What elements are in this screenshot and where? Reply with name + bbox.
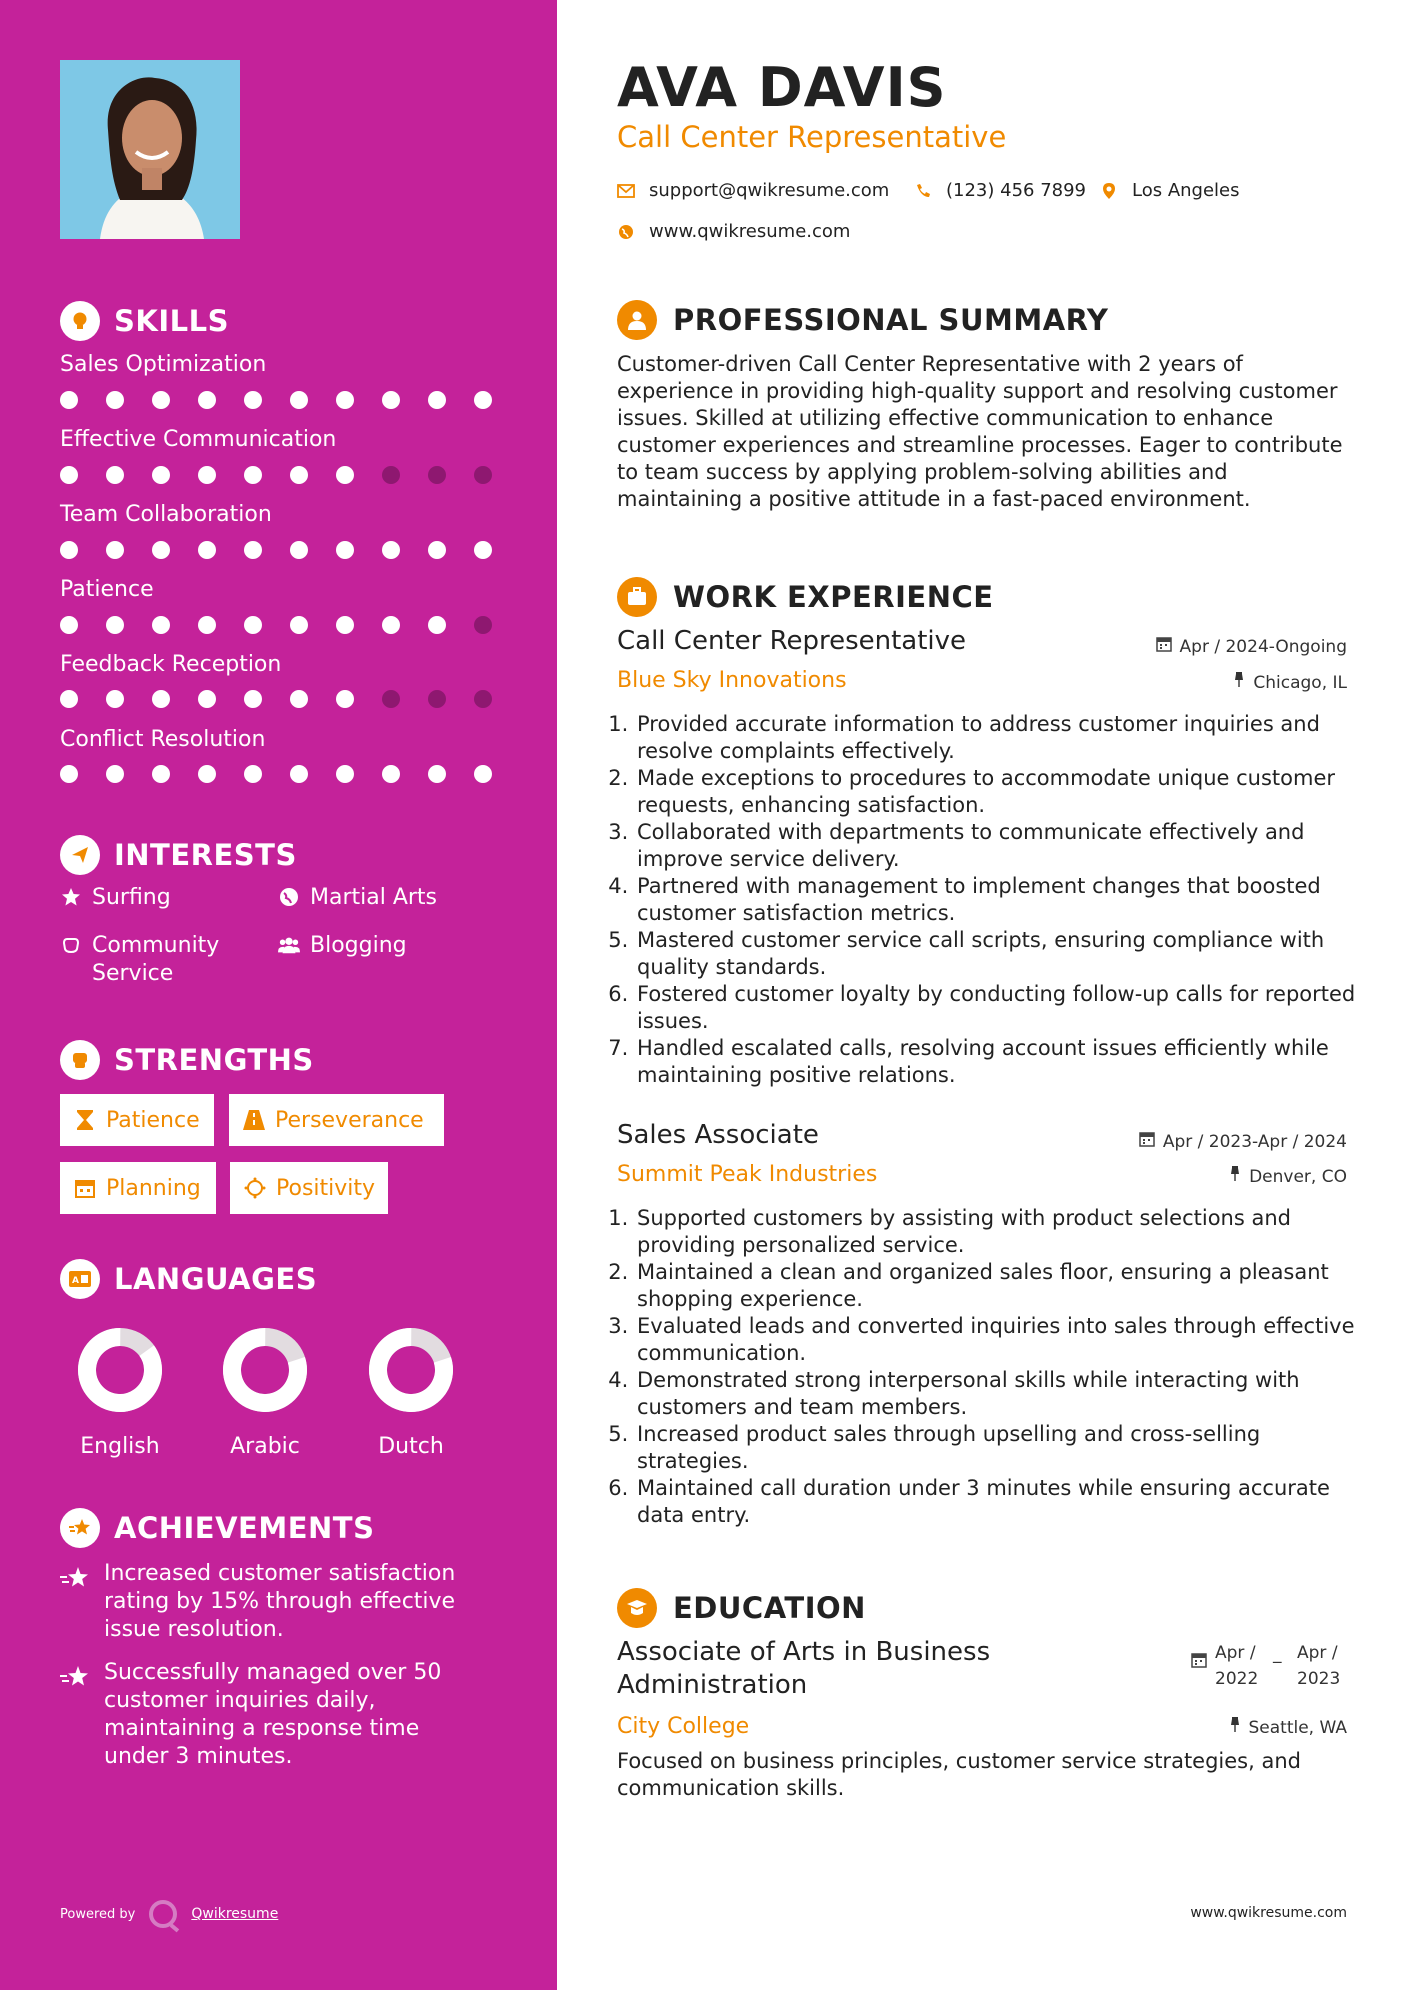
strength-badge: Patience (60, 1094, 214, 1146)
skill-dot-filled (382, 616, 400, 634)
job-date: Apr / 2024-Ongoing (1156, 636, 1347, 657)
skill-dot-filled (60, 541, 78, 559)
language-ring (367, 1326, 455, 1414)
skill-dot-filled (60, 466, 78, 484)
education-location: Seattle, WA (1229, 1717, 1348, 1738)
skill-name: Sales Optimization (60, 352, 267, 377)
company-name: Blue Sky Innovations (617, 668, 847, 693)
achievement-item: Increased customer satisfaction rating by 15% through effective issue resolution. (60, 1560, 480, 1644)
skill-dot-filled (428, 765, 446, 783)
skill-dot-filled (106, 765, 124, 783)
candidate-role: Call Center Representative (617, 120, 1007, 154)
company-name: Summit Peak Industries (617, 1162, 878, 1187)
skill-dot-filled (428, 616, 446, 634)
skill-dot-filled (152, 391, 170, 409)
skill-dot-filled (290, 690, 308, 708)
education-date: Apr / 2022 _ Apr / 2023 (1191, 1640, 1347, 1692)
education-heading: EDUCATION (617, 1588, 866, 1628)
experience-heading: WORK EXPERIENCE (617, 577, 994, 617)
interest-item: Surfing (60, 884, 171, 912)
job-bullet: 1. Provided accurate information to address customer inquiries and resolve complaints effectively. (635, 711, 1357, 765)
skill-dot-empty (474, 690, 492, 708)
pushpin-icon (1233, 672, 1245, 693)
strengths-heading: STRENGTHS (60, 1040, 314, 1080)
skill-rating (60, 541, 492, 559)
skill-dot-filled (290, 466, 308, 484)
calendar-icon (1191, 1640, 1207, 1673)
interest-item: Martial Arts (278, 884, 437, 912)
skill-dot-filled (106, 616, 124, 634)
skill-rating (60, 466, 492, 484)
skill-dot-filled (244, 765, 262, 783)
skill-dot-filled (60, 765, 78, 783)
graduate-icon (617, 1588, 657, 1628)
job-bullet: 5. Mastered customer service call scripts, ensuring compliance with quality standards. (635, 927, 1357, 981)
skill-dot-empty (474, 466, 492, 484)
language-name: Arabic (230, 1434, 300, 1459)
skill-dot-empty (382, 690, 400, 708)
hourglass-icon (74, 1109, 96, 1131)
job-bullet: 1. Supported customers by assisting with product selections and providing personalized service. (635, 1205, 1357, 1259)
skill-dot-filled (382, 765, 400, 783)
job-bullets (617, 1205, 1357, 1529)
job-location: Denver, CO (1229, 1166, 1347, 1187)
language-ring (76, 1326, 164, 1414)
skill-dot-empty (428, 466, 446, 484)
language-name: English (80, 1434, 160, 1459)
job-title: Call Center Representative (617, 626, 967, 656)
powered-by: Powered by Qwikresume (60, 1900, 278, 1928)
skill-dot-filled (60, 616, 78, 634)
contact-website[interactable]: www.qwikresume.com (617, 221, 850, 242)
skill-dot-filled (60, 391, 78, 409)
skill-name: Team Collaboration (60, 502, 272, 527)
skill-dot-empty (382, 466, 400, 484)
hand-icon (60, 932, 82, 955)
qwikresume-link[interactable]: Qwikresume (191, 1906, 279, 1922)
language-ring-fill (76, 1326, 164, 1414)
summary-heading: PROFESSIONAL SUMMARY (617, 300, 1108, 340)
skill-dot-filled (198, 765, 216, 783)
skill-name: Patience (60, 577, 154, 602)
languages-heading: A LANGUAGES (60, 1259, 317, 1299)
job-bullet: 2. Made exceptions to procedures to accommodate unique customer requests, enhancing satisfaction. (635, 765, 1357, 819)
skill-rating (60, 391, 492, 409)
globe-icon (278, 884, 300, 907)
strength-badge: Perseverance (229, 1094, 444, 1146)
language-icon (60, 1259, 100, 1299)
trophy-star-icon (60, 1508, 100, 1548)
education-description: Focused on business principles, customer service strategies, and communication skills. (617, 1749, 1301, 1800)
skill-dot-filled (336, 690, 354, 708)
profile-photo (60, 60, 240, 239)
skill-dot-filled (428, 541, 446, 559)
road-icon (243, 1109, 265, 1131)
job-bullet: 6. Maintained call duration under 3 minutes while ensuring accurate data entry. (635, 1475, 1357, 1529)
job-bullet: 4. Demonstrated strong interpersonal skills while interacting with customers and team members. (635, 1367, 1357, 1421)
interests-heading: INTERESTS (60, 835, 297, 875)
skill-dot-filled (290, 391, 308, 409)
job-bullet: 4. Partnered with management to implement changes that boosted customer satisfaction metrics. (635, 873, 1357, 927)
skill-rating (60, 616, 492, 634)
skill-dot-filled (152, 541, 170, 559)
job-bullet: 3. Evaluated leads and converted inquiries into sales through effective communication. (635, 1313, 1357, 1367)
school-name: City College (617, 1714, 750, 1739)
job-bullet: 5. Increased product sales through upselling and cross-selling strategies. (635, 1421, 1357, 1475)
job-title: Sales Associate (617, 1120, 819, 1150)
skill-dot-filled (152, 616, 170, 634)
skill-dot-filled (152, 466, 170, 484)
job-bullet: 7. Handled escalated calls, resolving account issues efficiently while maintaining positive relations. (635, 1035, 1357, 1089)
star-shooting-icon (60, 1659, 90, 1771)
skill-dot-filled (198, 690, 216, 708)
skill-dot-empty (428, 690, 446, 708)
calendar-icon (74, 1177, 96, 1199)
skill-dot-filled (198, 616, 216, 634)
interest-item: Community Service (60, 932, 260, 988)
skill-rating (60, 765, 492, 783)
degree-title: Associate of Arts in Business Administration (617, 1637, 991, 1700)
skill-dot-filled (474, 765, 492, 783)
calendar-icon (1156, 636, 1172, 657)
job-location: Chicago, IL (1233, 672, 1347, 693)
language-ring (221, 1326, 309, 1414)
strength-badge: Planning (60, 1162, 216, 1214)
skill-dot-filled (244, 616, 262, 634)
user-icon (617, 300, 657, 340)
envelope-icon (617, 184, 635, 198)
skill-dot-filled (198, 466, 216, 484)
skill-name: Conflict Resolution (60, 727, 266, 752)
paper-plane-icon (60, 835, 100, 875)
sun-icon (244, 1177, 266, 1199)
skill-dot-filled (382, 391, 400, 409)
job-bullet: 3. Collaborated with departments to communicate effectively and improve service delivery. (635, 819, 1357, 873)
skill-dot-filled (336, 765, 354, 783)
job-bullets (617, 711, 1357, 1089)
candidate-name: AVA DAVIS (617, 56, 947, 119)
skill-dot-empty (474, 616, 492, 634)
contact-email[interactable]: support@qwikresume.com (617, 180, 889, 201)
language-item (356, 1326, 466, 1459)
summary-text: Customer-driven Call Center Representative with 2 years of experience in providing high-quality support and resolving customer issues. Skilled at utilizing effective communication to enhance customer experiences and streamline processes. Eager to contribute to team success by applying problem-solving abilities and maintaining a positive attitude in a fast-paced environment. (617, 352, 1343, 511)
main-content (557, 0, 1407, 1990)
skill-dot-filled (474, 541, 492, 559)
footer-url[interactable]: www.qwikresume.com (1190, 1905, 1347, 1921)
skill-dot-filled (474, 391, 492, 409)
skills-heading: SKILLS (60, 301, 229, 341)
skill-dot-filled (152, 690, 170, 708)
star-shooting-icon (60, 1560, 90, 1644)
skill-dot-filled (106, 541, 124, 559)
language-item (210, 1326, 320, 1459)
skill-dot-filled (244, 466, 262, 484)
skill-dot-filled (244, 690, 262, 708)
achievements-heading: ACHIEVEMENTS (60, 1508, 374, 1548)
skill-dot-filled (244, 391, 262, 409)
globe-icon (617, 224, 635, 240)
skill-dot-filled (336, 466, 354, 484)
qwikresume-logo-icon (149, 1900, 177, 1928)
map-pin-icon (1100, 182, 1118, 200)
skill-dot-filled (198, 541, 216, 559)
skill-dot-filled (106, 391, 124, 409)
skill-dot-filled (290, 765, 308, 783)
lightbulb-icon (60, 301, 100, 341)
skill-dot-filled (290, 616, 308, 634)
skill-dot-filled (60, 690, 78, 708)
contact-location: Los Angeles (1100, 180, 1240, 201)
skill-dot-filled (106, 466, 124, 484)
skill-dot-filled (382, 541, 400, 559)
skill-dot-filled (106, 690, 124, 708)
svg-text:A: A (72, 1276, 80, 1286)
pushpin-icon (1229, 1166, 1241, 1187)
job-bullet: 6. Fostered customer loyalty by conducting follow-up calls for reported issues. (635, 981, 1357, 1035)
skill-dot-filled (336, 391, 354, 409)
skill-dot-filled (428, 391, 446, 409)
strength-badge: Positivity (230, 1162, 388, 1214)
language-item (65, 1326, 175, 1459)
skill-dot-filled (198, 391, 216, 409)
interest-item: Blogging (278, 932, 407, 960)
skill-name: Effective Communication (60, 427, 337, 452)
job-bullet: 2. Maintained a clean and organized sales floor, ensuring a pleasant shopping experience. (635, 1259, 1357, 1313)
skill-dot-filled (336, 616, 354, 634)
users-icon (278, 932, 300, 955)
achievement-item: Successfully managed over 50 customer inquiries daily, maintaining a response time under 3 minutes. (60, 1659, 480, 1771)
skill-rating (60, 690, 492, 708)
sidebar (0, 0, 557, 1990)
skill-dot-filled (244, 541, 262, 559)
contact-phone[interactable]: (123) 456 7899 (914, 180, 1086, 201)
pushpin-icon (1229, 1717, 1241, 1738)
job-date: Apr / 2023-Apr / 2024 (1139, 1131, 1347, 1152)
skill-dot-filled (336, 541, 354, 559)
skill-dot-filled (290, 541, 308, 559)
skill-name: Feedback Reception (60, 652, 282, 677)
fist-icon (60, 1040, 100, 1080)
briefcase-icon (617, 577, 657, 617)
language-name: Dutch (378, 1434, 444, 1459)
skill-dot-filled (152, 765, 170, 783)
phone-icon (914, 183, 932, 199)
star-icon (60, 884, 82, 907)
calendar-icon (1139, 1131, 1155, 1152)
